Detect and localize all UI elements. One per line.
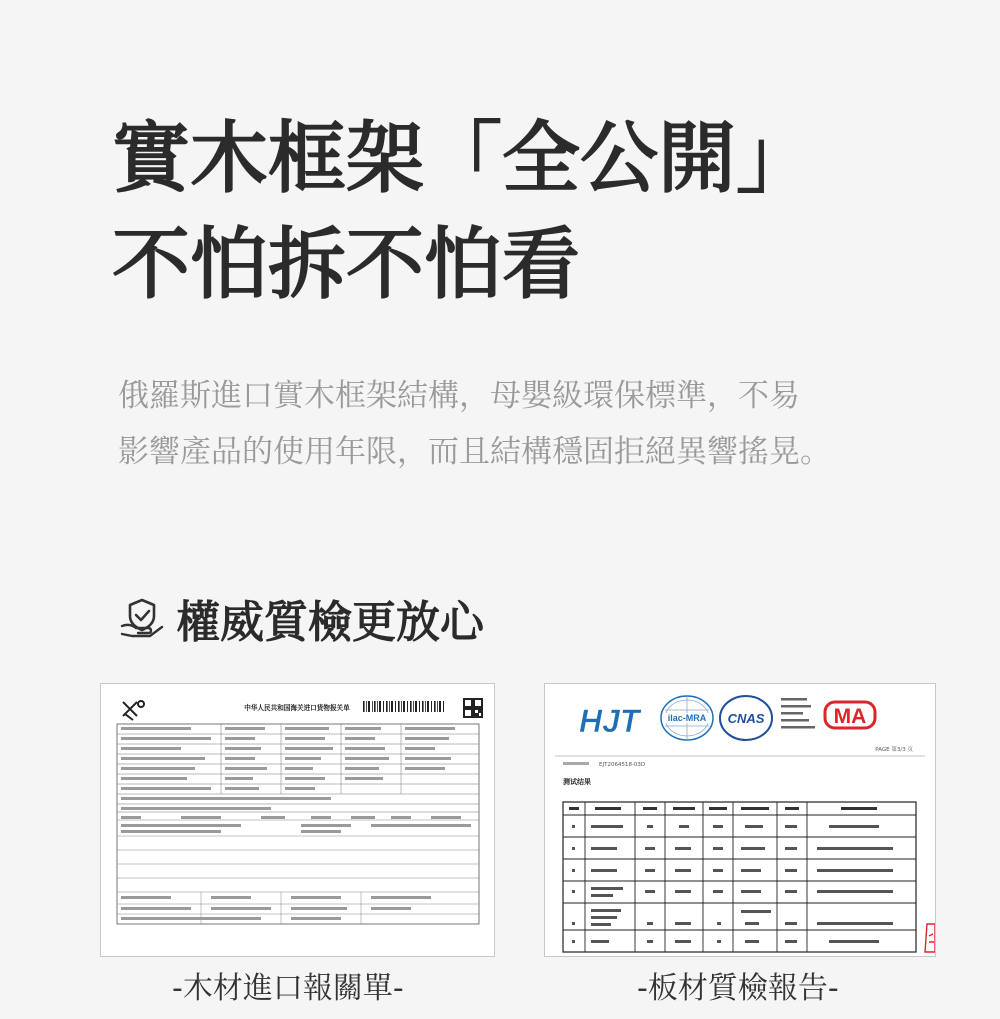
description-line-2: 影響產品的使用年限，而且結構穩固拒絕異響搖晃。 — [118, 434, 831, 470]
headline-line-1: 實木框架「全公開」 — [112, 114, 815, 204]
cnas-logo — [720, 696, 772, 740]
hjt-logo: HJT — [579, 703, 640, 739]
description — [118, 368, 898, 480]
inspection-report-image — [544, 683, 936, 957]
ilac-mra-label: ilac-MRA — [667, 713, 707, 723]
report-page: PAGE 第3/3 页 — [875, 747, 913, 753]
description-line-1: 俄羅斯進口實木框架結構，母嬰級環保標準，不易 — [118, 378, 800, 414]
headline-line-2: 不怕拆不怕看 — [112, 220, 581, 310]
report-section-label: 测试结果 — [563, 778, 591, 786]
section-heading — [118, 586, 484, 650]
section-title: 權威質檢更放心 — [176, 597, 484, 648]
cnas-label: CNAS — [727, 711, 765, 726]
ilac-mra-logo — [661, 696, 713, 740]
report-number: EJT2064518-03D — [599, 762, 646, 768]
customs-declaration-caption: -木材進口報關單- — [172, 971, 404, 1006]
shield-check-hand-icon — [118, 596, 166, 640]
customs-form-heading: 中华人民共和国海关进口货物报关单 — [244, 704, 350, 712]
inspection-report-caption: -板材質檢報告- — [637, 971, 839, 1006]
ma-label: MA — [833, 705, 867, 728]
customs-declaration-image — [100, 683, 495, 957]
